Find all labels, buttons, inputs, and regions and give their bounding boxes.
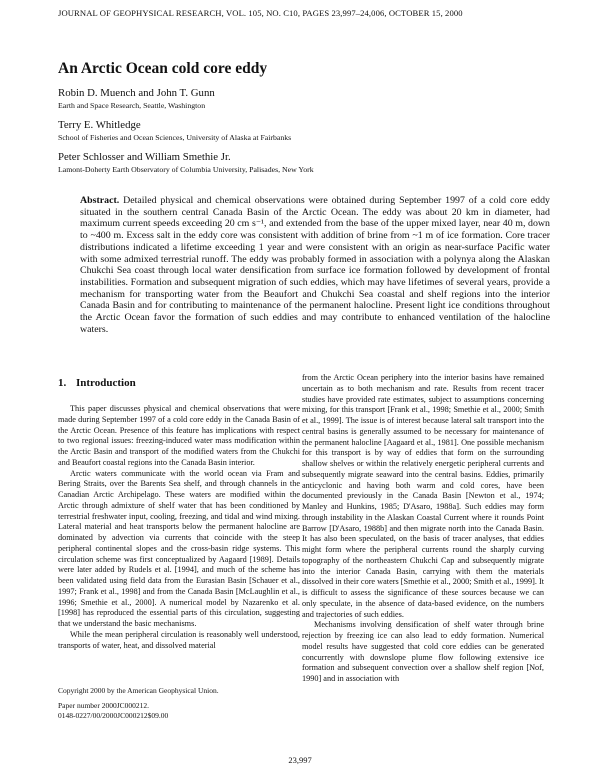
author-affiliation: Earth and Space Research, Seattle, Washington xyxy=(58,101,206,110)
author-group-2 xyxy=(58,119,558,143)
paragraph: Mechanisms involving densification of shelf water through brine rejection by freezing ice can also lead to eddy formation. Numerical model results have suggested that cold core eddies can be generated concurrently with downslope plume flow following extensive ice formation and subsequent convection over a shallow shelf region [Nof, 1990] and in association with xyxy=(302,620,544,683)
section-title: Introduction xyxy=(76,377,136,389)
running-head: JOURNAL OF GEOPHYSICAL RESEARCH, VOL. 105, NO. C10, PAGES 23,997–24,006, OCTOBER 15, 2000 xyxy=(58,8,463,18)
section-heading xyxy=(58,377,300,390)
author-affiliation: School of Fisheries and Ocean Sciences, University of Alaska at Fairbanks xyxy=(58,133,292,142)
section-number: 1. xyxy=(58,377,67,389)
abstract xyxy=(80,195,550,335)
paper-title: An Arctic Ocean cold core eddy xyxy=(58,60,268,77)
copyright-line: Copyright 2000 by the American Geophysical Union. xyxy=(58,686,219,695)
paragraph: While the mean peripheral circulation is reasonably well understood, transports of water, heat, and dissolved material xyxy=(58,629,300,650)
issn-line: 0148-0227/00/2000JC000212$09.00 xyxy=(58,711,169,720)
paragraph: This paper discusses physical and chemical observations that were made during September 1997 of a cold core eddy in the Canada Basin of the Arctic Ocean. Presence of this feature has implications with respect to two regional issues: freezing-induced water mass modification within the Arctic Basin and transport of the modified waters from the Chukchi and Beaufort coastal regions into the Canada Basin interior. xyxy=(58,404,300,467)
author-group-3 xyxy=(58,151,558,175)
abstract-label: Abstract. xyxy=(80,195,120,206)
abstract-text: Detailed physical and chemical observations were obtained during September 1997 of a cold core eddy situated in the southern central Canada Basin of the Arctic Ocean. The eddy was about 20 km in diameter, had maximum current speeds exceeding 20 cm s⁻¹, and extended from the base of the upper mixed layer, near 40 m, down to ~400 m. Excess salt in the eddy core was consistent with addition of brine from ~1 m of ice formation. Core tracer distributions indicated a lifetime exceeding 1 year and were consistent with an origin as near-surface Pacific water with some admixed terrestrial runoff. The eddy was probably formed in association with a polynya along the Alaskan Chukchi Sea coast through local water densification from surface ice formation followed by development of frontal instabilities. Formation and subsequent migration of such eddies, which may have lifetimes of several years, provide a mechanism for transporting water from the Beaufort and Chukchi Sea coastal and shelf regions into the interior Canada Basin and for contributing to maintenance of the permanent halocline. Present light ice conditions throughout the Arctic Ocean favor the formation of such eddies and may contribute to enhanced ventilation of the halocline waters. xyxy=(80,195,550,335)
right-column xyxy=(302,373,544,685)
footnote xyxy=(58,686,300,722)
author-affiliation: Lamont-Doherty Earth Observatory of Columbia University, Palisades, New York xyxy=(58,165,314,174)
author-group-1 xyxy=(58,87,558,111)
author-names: Terry E. Whitledge xyxy=(58,119,141,131)
author-names: Peter Schlosser and William Smethie Jr. xyxy=(58,151,231,163)
left-column xyxy=(58,377,300,651)
author-names: Robin D. Muench and John T. Gunn xyxy=(58,87,215,99)
page-number: 23,997 xyxy=(288,755,312,765)
paper-number-line: Paper number 2000JC000212. xyxy=(58,700,150,710)
paragraph: Arctic waters communicate with the world ocean via Fram and Bering Straits, over the Barents Sea shelf, and through channels in the Canadian Arctic Archipelago. These waters are modified within the Arctic through admixture of shelf water that has been conditioned by terrestrial freshwater input, cooling, freezing, and tidal and wind mixing. Lateral material and heat transports below the permanent halocline are dominated by advection via currents that coincide with the steep peripheral continental slopes and the cross-basin ridge systems. This circulation scheme was first conceptualized by Aagaard [1989]. Details were later added by Rudels et al. [1994], and much of the scheme has been validated using field data from the Eurasian Basin [Schauer et al., 1997; Frank et al., 1998] and from the Canada Basin [McLaughlin et al., 1996; Smethie et al., 2000]. A numerical model by Nazarenko et al. [1998] has reproduced the essential parts of this circulation, suggesting that we understand the basic mechanisms. xyxy=(58,468,300,628)
paragraph: from the Arctic Ocean periphery into the interior basins have remained uncertain as to both mechanism and rate. Results from recent tracer studies have provided rate estimates, subject to assumptions concerning mixing, for this transport [Frank et al., 1998; Smethie et al., 2000; Smith et al., 1999]. The issue is of interest because lateral salt transport into the central basins is generally assumed to be necessary for maintenance of the permanent halocline [Aagaard et al., 1981]. One possible mechanism for this transport is by way of eddies that form on the surrounding shallow shelves or within the relatively energetic peripheral currents and subsequently migrate seaward into the central basins. Eddies, primarily anticyclonic and having both warm and cold cores, have been documented previously in the Canada Basin [Newton et al., 1974; Manley and Hunkins, 1985; D'Asaro, 1988a]. Such eddies may form through instability in the Alaskan Coastal Current where it rounds Point Barrow [D'Asaro, 1988b] and then migrate north into the Canada Basin. It has also been speculated, on the basis of tracer analyses, that eddies might form where the peripheral currents round the sharply curving topography of the northeastern Chukchi Cap and subsequently migrate into the interior Canada Basin, carrying with them the materials dissolved in their core waters [Smethie et al., 2000; Smith et al., 1999]. It is difficult to assess the significance of these sources because we can only speculate, in the absence of data-based evidence, on the numbers and trajectories of such eddies. xyxy=(302,373,544,619)
